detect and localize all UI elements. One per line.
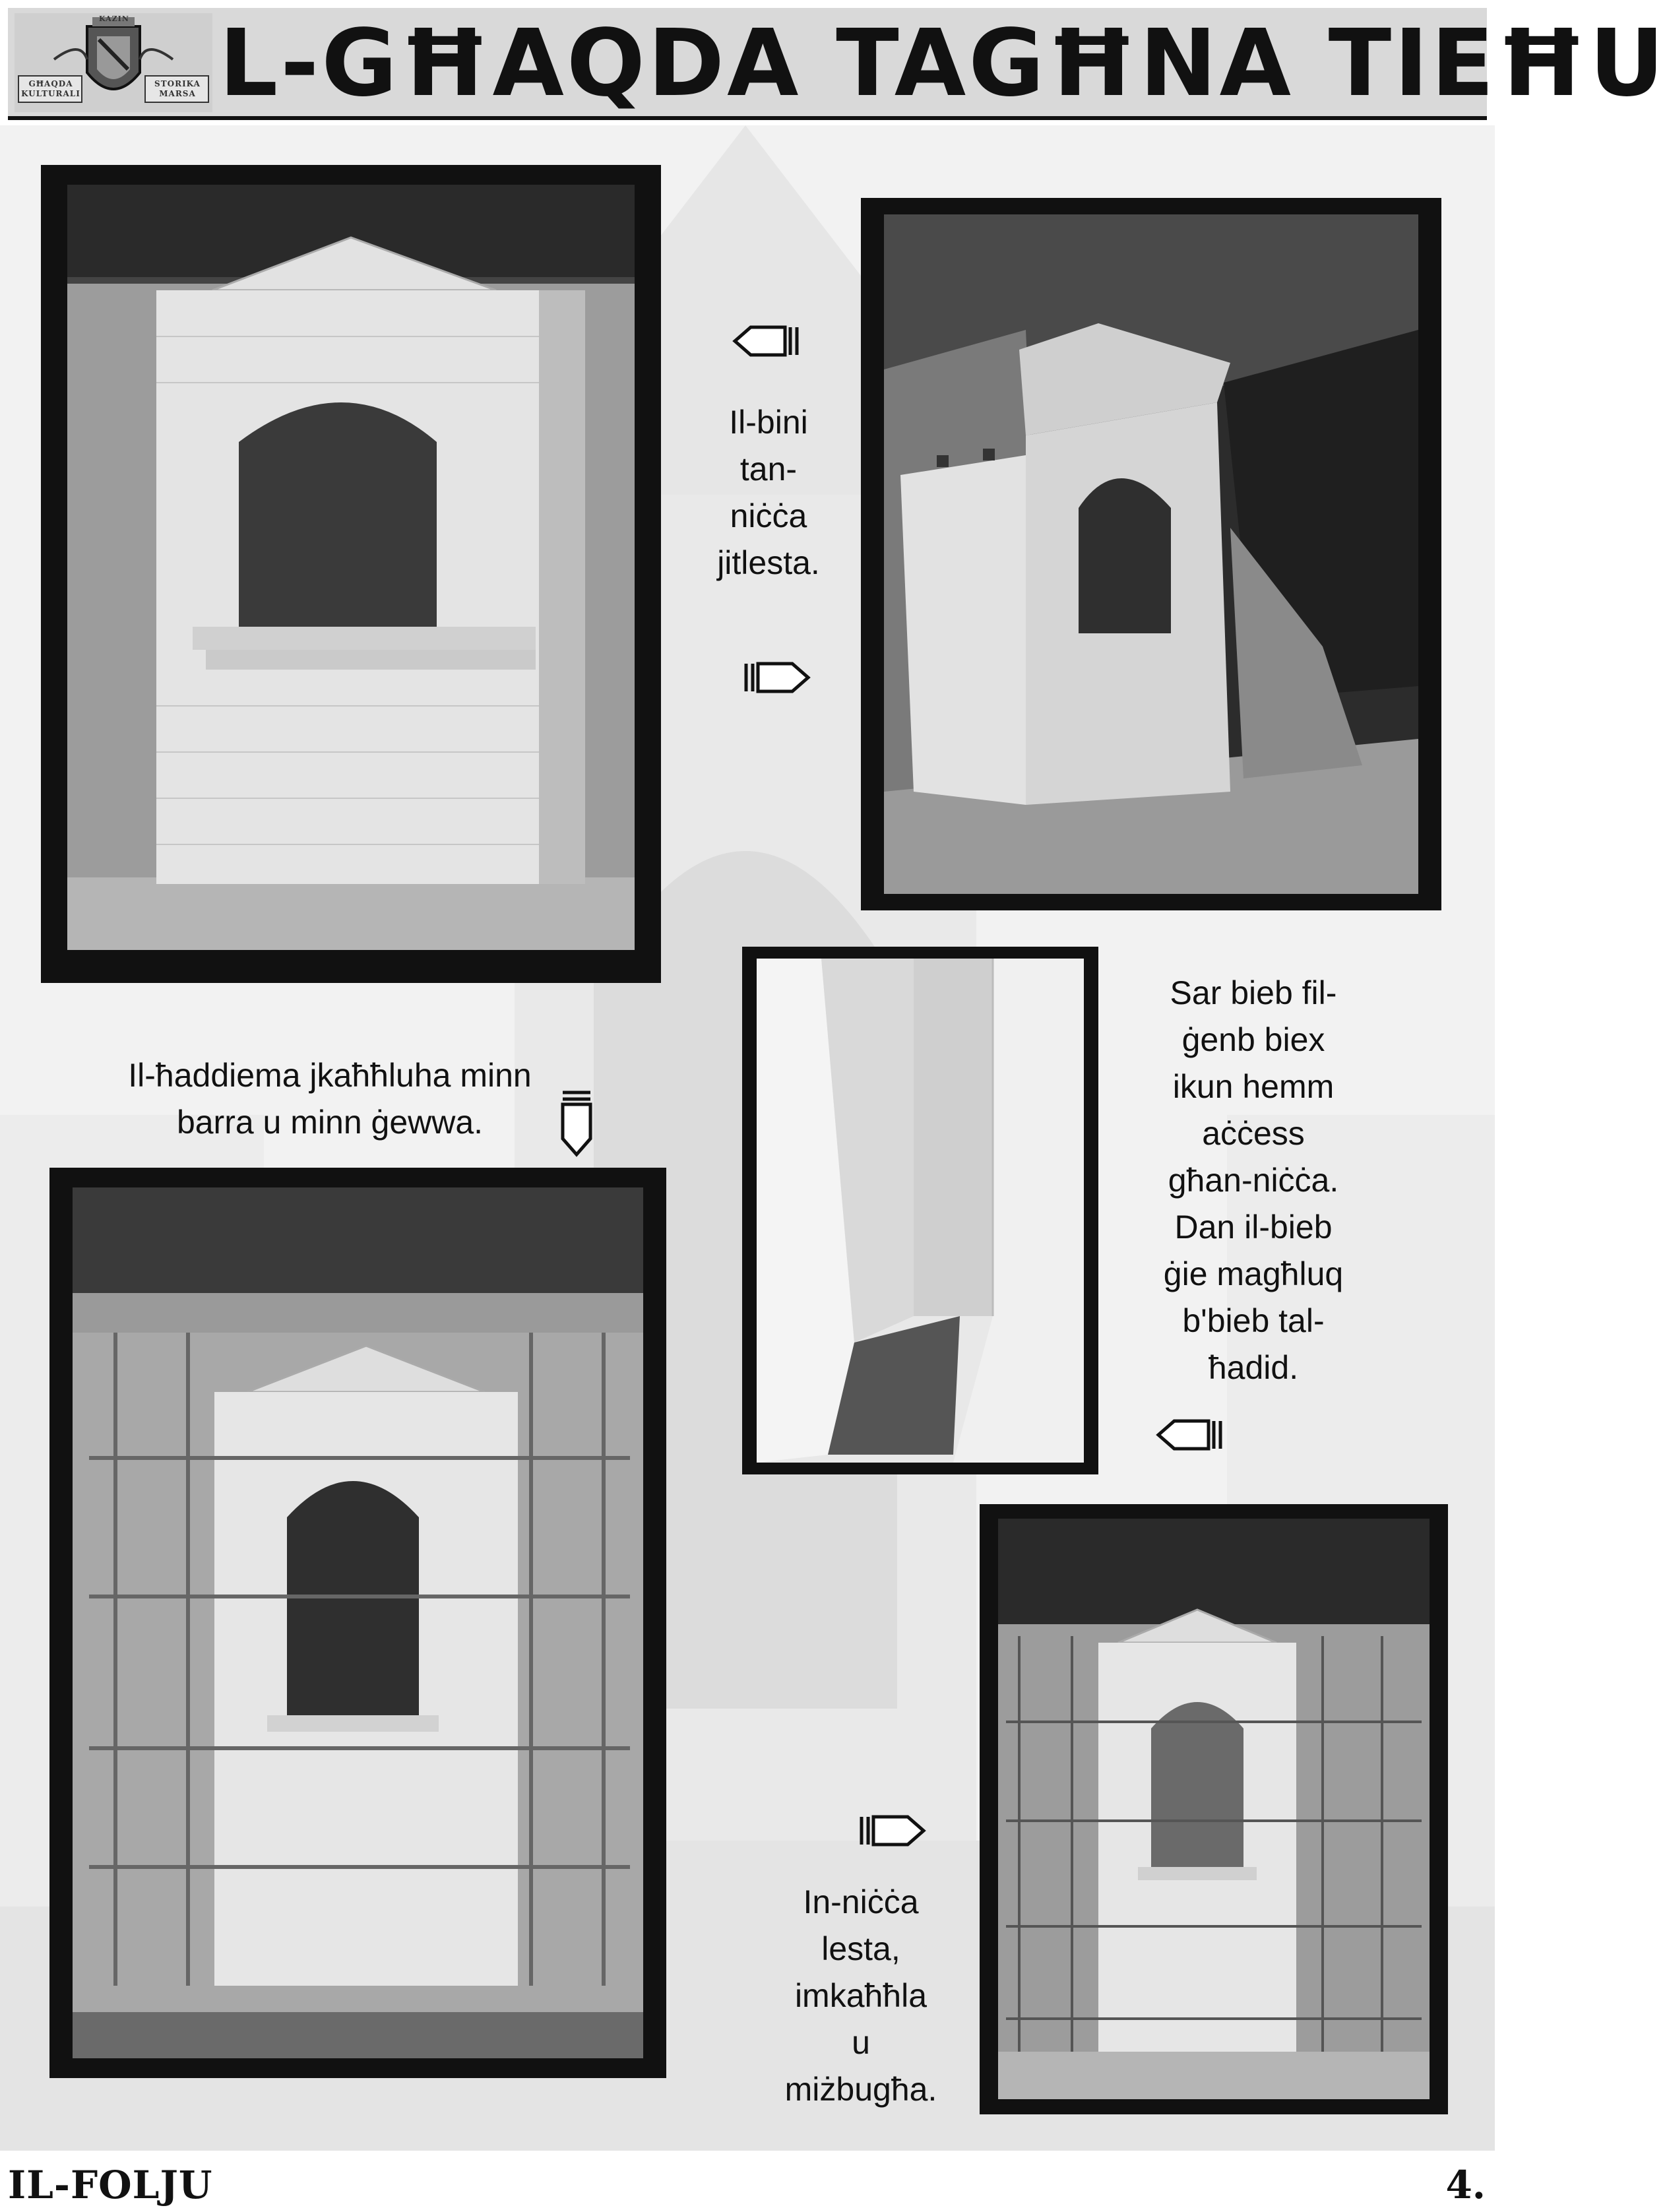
caption-line: b'bieb tal- bbox=[1182, 1302, 1325, 1339]
caption-line: ġenb biex bbox=[1181, 1021, 1325, 1058]
publication-name: IL-FOLJU bbox=[8, 2163, 213, 2207]
caption-line: u bbox=[852, 2024, 870, 2061]
caption-line: Dan il-bieb bbox=[1174, 1209, 1333, 1246]
caption-line: ġie magħluq bbox=[1163, 1255, 1344, 1292]
photo-niche-scaffolding bbox=[49, 1168, 666, 2078]
caption-line: Sar bieb fil- bbox=[1170, 974, 1337, 1011]
photo-niche-ready bbox=[980, 1504, 1448, 2114]
caption-line: tan- bbox=[739, 451, 798, 488]
caption-line: barra u minn ġewwa. bbox=[176, 1104, 484, 1141]
caption-niche-ready bbox=[759, 1879, 963, 2113]
logo-label-top: KAZIN bbox=[99, 15, 129, 23]
caption-line: jitlesta. bbox=[717, 544, 820, 581]
caption-line: aċċess bbox=[1202, 1115, 1305, 1152]
caption-line: ikun hemm bbox=[1172, 1068, 1335, 1105]
club-logo bbox=[15, 13, 212, 112]
logo-label-left: GĦAQDA KULTURALI bbox=[21, 79, 80, 98]
arrow-right-icon bbox=[858, 1813, 927, 1849]
caption-line: In-niċċa bbox=[803, 1883, 919, 1920]
caption-door-access bbox=[1125, 970, 1382, 1391]
caption-line: niċċa bbox=[730, 497, 807, 534]
arrow-down-icon bbox=[559, 1089, 595, 1158]
caption-line: imkaħħla bbox=[794, 1977, 928, 2014]
caption-line: għan-niċċa. bbox=[1168, 1162, 1339, 1199]
caption-line: miżbugħa. bbox=[784, 2071, 937, 2108]
page-title: L-GĦAQDA TAGĦNA TIEĦU bbox=[219, 10, 1667, 117]
page-header bbox=[8, 8, 1667, 120]
caption-line: lesta, bbox=[821, 1930, 900, 1967]
logo-label-right: STORIKA MARSA bbox=[154, 79, 201, 98]
arrow-left-icon bbox=[1156, 1417, 1225, 1453]
photo-niche-interior bbox=[742, 947, 1098, 1474]
caption-line: Il-bini bbox=[729, 404, 808, 441]
caption-line: ħadid. bbox=[1208, 1349, 1299, 1386]
caption-work-done bbox=[66, 1052, 594, 1146]
page-number: 4. bbox=[1445, 2163, 1486, 2207]
arrow-left-icon bbox=[732, 323, 802, 360]
caption-niche-finished bbox=[686, 399, 851, 586]
photo-niche-front bbox=[41, 165, 661, 983]
arrow-right-icon bbox=[742, 660, 811, 696]
caption-line: Il-ħaddiema jkaħħluha minn bbox=[128, 1057, 532, 1094]
photo-niche-side bbox=[861, 198, 1441, 910]
